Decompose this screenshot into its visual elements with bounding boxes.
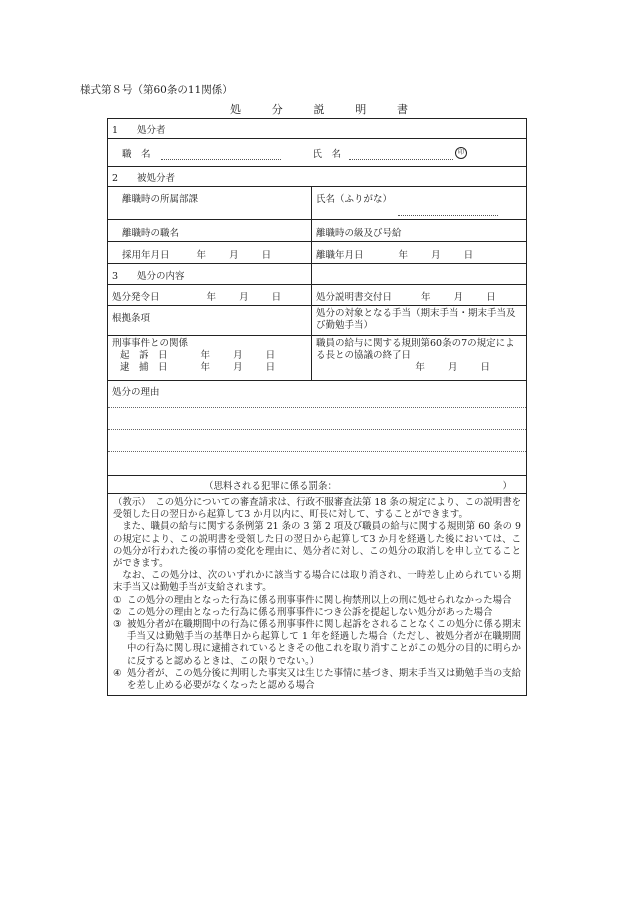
consult-year: 年: [415, 362, 425, 373]
title-char: 説: [313, 103, 325, 116]
indict-day: 日: [265, 350, 276, 361]
item-mark: ①: [113, 594, 122, 606]
title-char: 分: [271, 103, 283, 116]
consult-label: 職員の給与に関する規則第60条の7の規定による長との協議の終了日: [316, 338, 515, 361]
section2-heading-row: [108, 167, 526, 187]
form-number-label: 様式第８号（第60条の11関係）: [80, 84, 233, 96]
section1-heading: 1 処分者: [112, 124, 166, 136]
hired-month: 月: [229, 250, 239, 261]
order-year: 年: [206, 292, 217, 303]
grade-label: 離職時の級及び号給: [316, 228, 402, 239]
post-row: [108, 220, 526, 242]
item-text: 被処分者が在職期間中の行為に係る刑事事件に関し起訴をされることなくこの処分に係る期末手当又は勤勉手当の基準日から起算して 1 年を経過した場合（ただし、被処分者が在職期間中の行為に関し現に逮捕されているときその他これを取り消すことがこの処分の目的に明らかに反すると認めるときは、この限りでない。）: [127, 619, 521, 667]
hired-day: 日: [261, 250, 272, 261]
item-text: この処分の理由となった行為に係る刑事事件につき公訴を提起しない処分があった場合: [127, 606, 493, 618]
basis-label: 根拠条項: [112, 313, 151, 324]
allowance-label: 処分の対象となる手当（期末手当・期末手当及び勤勉手当）: [316, 308, 516, 331]
name-label: 氏 名: [312, 148, 342, 160]
position-label: 職 名: [122, 148, 151, 160]
title-char: 処: [230, 103, 241, 116]
section3-heading-row: [108, 264, 526, 285]
section2-heading: 2 被処分者: [112, 172, 176, 184]
disposition-form: [107, 118, 527, 696]
indict-label: 起 訴 日: [120, 350, 168, 361]
retired-day: 日: [463, 250, 474, 261]
title-char: 明: [355, 103, 367, 116]
section1-fields-row: [108, 139, 526, 167]
dept-row: [108, 187, 526, 220]
notice-paragraph: （教示） この処分についての審査請求は、行政不服審査法第 18 条の規定により、この説明書を受領した日の翌日から起算して3 か月以内に、町長に対して、することができます。: [113, 497, 521, 521]
arrest-month: 月: [233, 362, 243, 373]
notice-paragraph: なお、この処分は、次のいずれかに該当する場合には取り消され、一時差し止められている期末手当又は勤勉手当が支給されます。: [113, 570, 521, 594]
item-mark: ②: [113, 606, 122, 618]
hired-label: 採用年月日: [122, 250, 170, 261]
delivery-date-label: 処分説明書交付日: [316, 292, 393, 303]
retired-month: 月: [431, 250, 441, 261]
document-title: [230, 101, 408, 117]
arrest-year: 年: [200, 362, 211, 373]
delivery-month: 月: [453, 292, 464, 303]
item-mark: ③: [113, 619, 122, 631]
notice-item: [113, 619, 521, 668]
notice-item: [113, 595, 521, 607]
furigana-label: 氏名（ふりがな）: [316, 194, 393, 205]
basis-row: [108, 306, 526, 336]
dates-row: [108, 242, 526, 264]
notice-item: [113, 607, 521, 619]
order-day: 日: [271, 292, 282, 303]
criminal-label: 刑事事件との関係: [112, 338, 189, 349]
title-char: 書: [397, 103, 408, 116]
delivery-day: 日: [486, 292, 496, 303]
delivery-year: 年: [421, 292, 431, 303]
criminal-row: [108, 336, 526, 381]
dept-label: 離職時の所属部課: [122, 194, 199, 205]
furigana-field[interactable]: [398, 209, 498, 216]
retired-year: 年: [398, 250, 409, 261]
reason-line[interactable]: [108, 408, 526, 430]
position-field[interactable]: [161, 145, 281, 160]
section1-heading-row: [108, 119, 526, 139]
notice-paragraph: また、職員の給与に関する条例第 21 条の 3 第 2 項及び職員の給与に関する規則第 60 条の 9 の規定により、この説明書を受領した日の翌日から起算して3 か月を経過した後においては、この処分が行われた後の事情の変化を理由に、処分者に対し、この処分の取消しを申し立てることができます。: [113, 521, 521, 570]
order-date-row: [108, 285, 526, 306]
hired-year: 年: [196, 250, 207, 261]
indict-year: 年: [200, 350, 211, 361]
reason-line[interactable]: [108, 399, 526, 408]
penalty-close: ）: [502, 480, 512, 492]
reason-line[interactable]: [108, 452, 526, 474]
arrest-day: 日: [265, 362, 276, 373]
order-date-label: 処分発令日: [112, 292, 160, 303]
consult-month: 月: [447, 362, 458, 373]
order-month: 月: [239, 292, 249, 303]
section3-heading: 3 処分の内容: [112, 271, 185, 282]
item-text: この処分の理由となった行為に係る刑事事件に関し拘禁刑以上の刑に処せられなかった場合: [127, 594, 512, 606]
notice-row: [108, 494, 526, 695]
reason-label: 処分の理由: [112, 387, 160, 398]
item-mark: ④: [113, 667, 122, 679]
reason-row: [108, 381, 526, 476]
post-label: 離職時の職名: [122, 228, 180, 239]
arrest-label: 逮 捕 日: [120, 362, 168, 373]
item-text: 処分者が、この処分後に判明した事実又は生じた事情に基づき、期末手当又は勤勉手当の支給を差し止める必要がなくなったと認める場合: [127, 667, 521, 692]
notice-text: [108, 494, 526, 695]
retired-label: 離職年月日: [316, 250, 364, 261]
indict-month: 月: [233, 350, 243, 361]
penalty-row: [108, 476, 526, 494]
name-field[interactable]: [349, 145, 453, 160]
notice-item: [113, 668, 521, 692]
consult-day: 日: [480, 362, 490, 373]
seal-icon: 印: [455, 147, 467, 159]
penalty-label: （思料される犯罪に係る罰条：: [204, 480, 338, 492]
reason-line[interactable]: [108, 430, 526, 452]
